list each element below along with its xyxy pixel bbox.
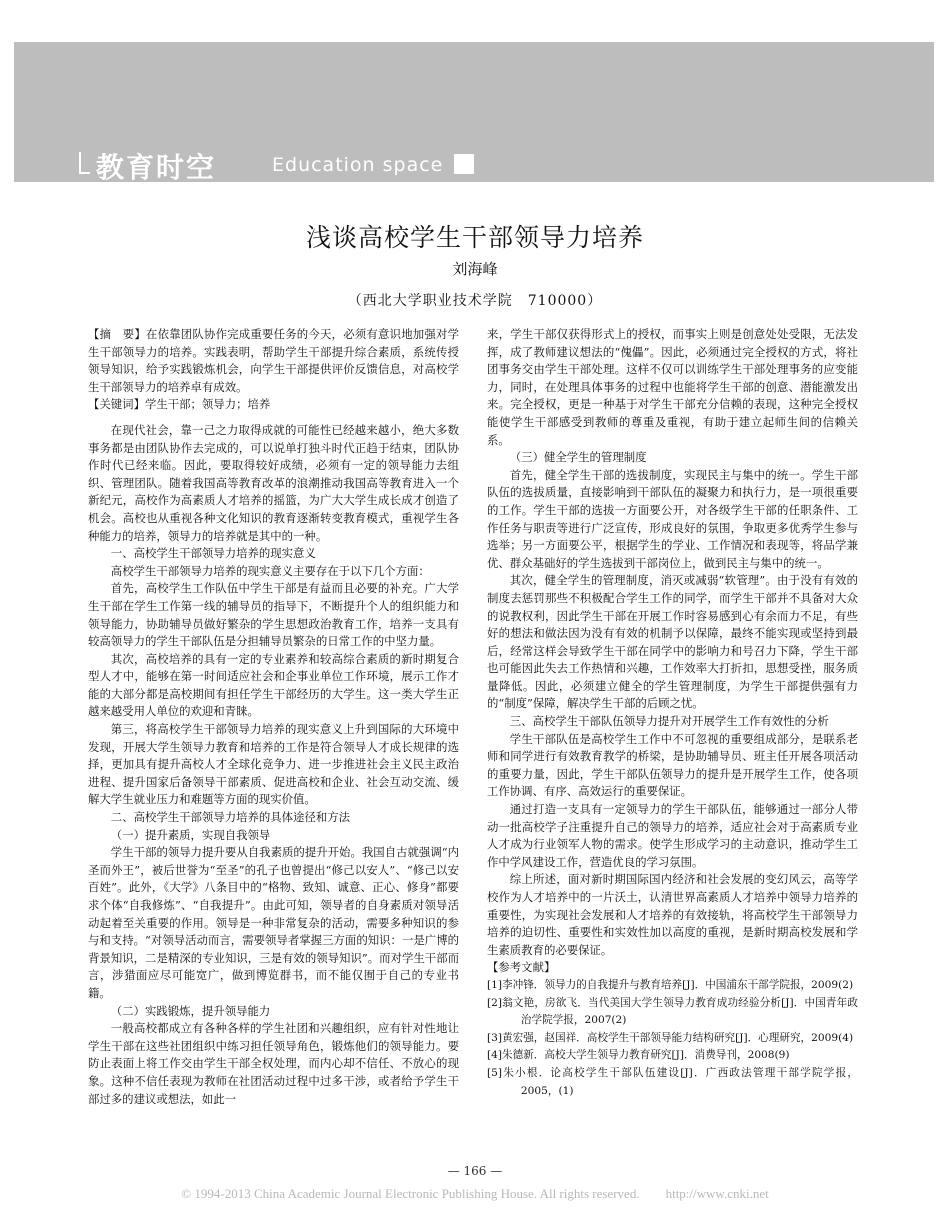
left-column <box>88 326 459 1108</box>
right-paragraph: 首先，健全学生干部的选拔制度，实现民主与集中的统一。学生干部队伍的选拔质量，直接影响到干部队伍的凝聚力和执行力，是一项很重要的工作。学生干部的选拔一方面要公开，对各级学生干部的任职条件、工作任务与职责等进行广泛宣传，形成良好的氛围，争取更多优秀学生参与选举；另一方面要公平，根据学生的学业、工作情况和表现等，将品学兼优、群众基础好的学生选拔到干部岗位上，做到民主与集中的统一。 <box>487 467 858 570</box>
references <box>487 959 858 1100</box>
reference-item: [3]黄宏强，赵国祥．高校学生干部领导能力结构研究[J]．心理研究，2009(4) <box>487 1031 854 1044</box>
reference-item: [2]翁文艳，房欲飞．当代美国大学生领导力教育成功经验分析[J]．中国青年政治学院学报，2007(2) <box>487 996 858 1027</box>
banner-corner-mark <box>79 152 83 174</box>
left-paragraph: 其次，高校培养的具有一定的专业素养和较高综合素质的新时期复合型人才中，能够在第一时间适应社会和企事业单位工作环境，展示工作才能的大部分都是高校期间有担任学生干部经历的大学生。这一类大学生正越来越受用人单位的欢迎和青睐。 <box>88 651 459 719</box>
left-paragraph: （一）提升素质，实现自我领导 <box>110 827 271 842</box>
left-paragraph: （二）实践锻炼，提升领导能力 <box>110 1003 271 1018</box>
banner-section-cn: 教育时空 <box>96 151 217 184</box>
right-paragraph: 来，学生干部仅获得形式上的授权，而事实上则是创意处处受限，无法发挥，成了教师建议想法的“傀儡”。因此，必须通过完全授权的方式，将社团事务交由学生干部处理。这样不仅可以训练学生干部处理事务的应变能力，同时，在处理具体事务的过程中也能将学生干部的创意、潜能激发出来。完全授权，更是一种基于对学生干部充分信赖的表现，这种完全授权能使学生干部感受到教师的尊重及重视，有助于建立起师生间的信赖关系。 <box>487 327 858 447</box>
banner-section-en: Education space <box>272 154 444 176</box>
section-banner <box>14 42 934 182</box>
article-title: 浅谈高校学生干部领导力培养 <box>305 223 644 252</box>
left-paragraph: 二、高校学生干部领导力培养的具体途径和方法 <box>110 810 351 825</box>
left-paragraph: 【摘 要】在依靠团队协作完成重要任务的今天，必须有意识地加强对学生干部领导力的培养。实践表明，帮助学生干部提升综合素质，系统传授领导知识，给予实践锻炼机会，向学生干部提供评价反馈信息，对高校学生干部领导力的培养卓有成效。 <box>88 327 459 394</box>
left-paragraph: 一般高校都成立有各种各样的学生社团和兴趣组织，应有针对性地让学生干部在这些社团组织中练习担任领导角色，锻炼他们的领导能力。要防止表面上将工作交由学生干部全权处理，而内心却不信任、不放心的现象。这种不信任表现为教师在社团活动过程中过多干涉，或者给予学生干部过多的建议或想法，如此一 <box>88 1021 459 1106</box>
right-paragraph: 学生干部队伍是高校学生工作中不可忽视的重要组成部分，是联系老师和同学进行有效教育教学的桥梁，是协助辅导员、班主任开展各项活动的重要力量，因此，学生干部队伍领导力的提升是开展学生工作，使各项工作协调、有序、高效运行的重要保证。 <box>487 731 858 799</box>
left-paragraph: 在现代社会，靠一己之力取得成就的可能性已经越来越小，绝大多数事务都是由团队协作去完成的，可以说单打独斗时代正趋于结束，团队协作时代已经来临。因此，要取得较好成绩，必须有一定的领导能力去组织、管理团队。随着我国高等教育改革的浪潮推动我国高等教育进入一个新纪元，高校作为高素质人才培养的摇篮，为广大大学生成长成才创造了机会。高校也从重视各种文化知识的教育逐渐转变教育模式，重视学生各种能力的培养，领导力的培养就是其中的一种。 <box>88 422 459 543</box>
left-paragraph: 学生干部的领导力提升要从自我素质的提升开始。我国自古就强调“内圣而外王”，被后世誉为“至圣”的孔子也曾提出“修己以安人”、“修己以安百姓”。此外，《大学》八条目中的“格物、致知、诚意、正心、修身”都要求个体“自我修炼”、“自我提升”。由此可知，领导者的自身素质对领导活动起着至关重要的作用。领导是一种非常复杂的活动，需要多种知识的参与和支持。“对领导活动而言，需要领导者掌握三方面的知识：一是广博的背景知识，二是精深的专业知识，三是有效的领导知识”。而对学生干部而言，涉猎面应尽可能宽广，做到博览群书，而不能仅囿于自己的专业书籍。 <box>88 845 459 1000</box>
banner-square-icon <box>454 154 474 174</box>
right-paragraph: 其次，健全学生的管理制度，消灭或减弱“软管理”。由于没有有效的制度去惩罚那些不积极配合学生工作的同学，而学生干部并不具备对大众的说教权利，因此学生干部在开展工作时容易感到心有余而力不足，有些好的想法和做法因为没有有效的机制予以保障，最终不能实现或坚持到最后，经常这样会导致学生干部在同学中的影响力和号召力下降，学生干部也可能因此失去工作热情和兴趣，工作效率大打折扣，思想受挫，服务质量降低。因此，必须建立健全的学生管理制度，为学生干部提供强有力的“制度”保障，解决学生干部的后顾之忧。 <box>487 573 858 711</box>
left-paragraph: 一、高校学生干部领导力培养的现实意义 <box>110 546 316 561</box>
right-paragraph: 三、高校学生干部队伍领导力提升对开展学生工作有效性的分析 <box>509 714 829 729</box>
right-paragraph: 综上所述，面对新时期国际国内经济和社会发展的变幻风云，高等学校作为人才培养中的一片沃土，认清世界高素质人才培养中领导力培养的重要性，为实现社会发展和人才培养的有效接轨，将高校学生干部领导力培养的迫切性、重要性和实效性加以高度的重视，是新时期高校发展和学生素质教育的必要保证。 <box>487 872 858 957</box>
right-column <box>487 326 858 1100</box>
reference-list <box>487 977 858 1100</box>
article-author: 刘海峰 <box>452 260 498 278</box>
reference-item: [5]朱小根．论高校学生干部队伍建设[J]．广西政法管理干部学院学报，2005，(1) <box>487 1066 858 1097</box>
right-paragraph: 通过打造一支具有一定领导力的学生干部队伍，能够通过一部分人带动一批高校学子注重提升自己的领导力的培养，适应社会对于高素质专业人才成为行业领军人物的需求。使学生形成学习的主动意识，推动学生工作中学风建设工作，营造优良的学习氛围。 <box>487 802 858 869</box>
left-paragraph: 【关键词】学生干部；领导力；培养 <box>88 397 271 412</box>
right-paragraph: （三）健全学生的管理制度 <box>509 450 647 465</box>
references-heading: 【参考文献】 <box>487 960 556 975</box>
reference-item: [1]李冲锋．领导力的自我提升与教育培养[J]．中国浦东干部学院报，2009(2) <box>487 978 854 991</box>
page-number: — 166 — <box>447 1164 503 1178</box>
copyright-footer: © 1994-2013 China Academic Journal Electronic Publishing House. All rights reserved. http://www.cnki.net <box>181 1186 769 1201</box>
right-column-body <box>487 326 858 959</box>
reference-item: [4]朱德新．高校大学生领导力教育研究[J]．消费导刊，2008(9) <box>487 1049 790 1062</box>
article-affiliation: （西北大学职业技术学院 710000） <box>347 293 603 309</box>
left-paragraph: 第三，将高校学生干部领导力培养的现实意义上升到国际的大环境中发现，开展大学生领导力教育和培养的工作是符合领导人才成长规律的选择，更加具有提升高校人才全球化竞争力、进一步推进社会主义民主政治进程、提升国家后备领导干部素质、促进高校和企业、社会互动交流、缓解大学生就业压力和难题等方面的现实价值。 <box>88 722 459 807</box>
left-paragraph: 高校学生干部领导力培养的现实意义主要存在于以下几个方面： <box>110 563 430 578</box>
left-paragraph: 首先，高校学生工作队伍中学生干部是有益而且必要的补充。广大学生干部在学生工作第一线的辅导员的指导下，不断提升个人的组织能力和领导能力，协助辅导员做好繁杂的学生思想政治教育工作，培养一支具有较高领导力的学生干部队伍是分担辅导员繁杂的日常工作的中坚力量。 <box>88 581 459 649</box>
